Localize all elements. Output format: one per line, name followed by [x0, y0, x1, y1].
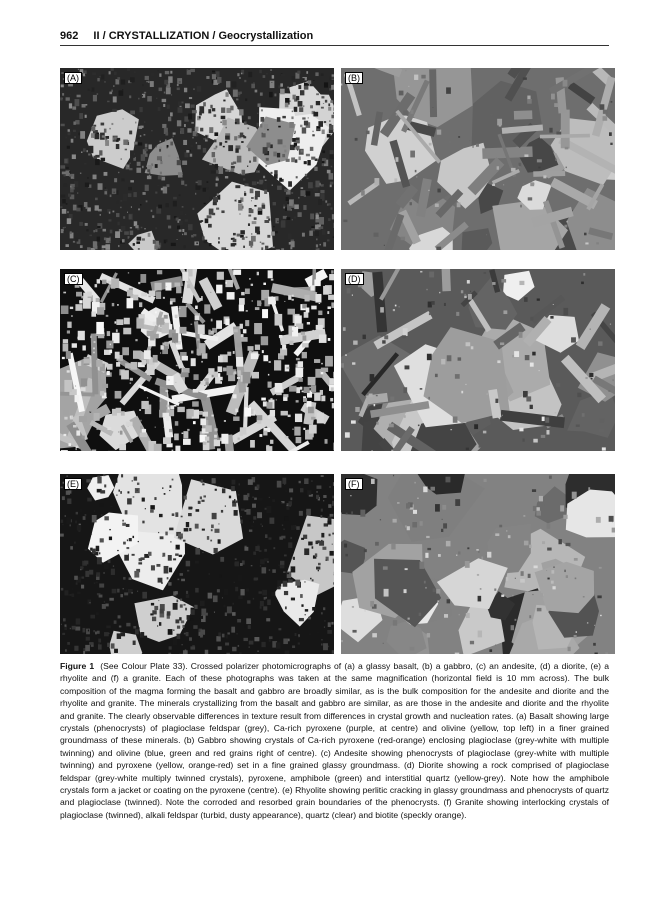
running-header	[60, 29, 609, 46]
photomicrograph-c-image	[60, 269, 334, 451]
photomicrograph-d-image	[341, 269, 615, 451]
panel-label-f: (F)	[345, 478, 363, 490]
photomicrograph-a	[60, 68, 334, 250]
photomicrograph-b	[341, 68, 615, 250]
panel-label-e: (E)	[64, 478, 82, 490]
photomicrograph-e	[60, 474, 334, 654]
page-number: 962	[60, 30, 79, 42]
figure-label: Figure 1	[60, 661, 95, 671]
photomicrograph-c	[60, 269, 334, 451]
photomicrograph-e-image	[60, 474, 334, 654]
panel-label-c: (C)	[64, 273, 83, 285]
panel-label-b: (B)	[345, 72, 363, 84]
photomicrograph-f-image	[341, 474, 615, 654]
figure-caption	[60, 660, 609, 821]
panel-label-d: (D)	[345, 273, 364, 285]
photomicrograph-a-image	[60, 68, 334, 250]
panel-label-a: (A)	[64, 72, 82, 84]
caption-text: (See Colour Plate 33). Crossed polarizer photomicrographs of (a) a glassy basalt, (b) a gabbro, (c) an andesite, (d) a diorite, (e) a rhyolite and (f) a granite. Each of these photographs was taken at the same magnification (horizontal field is 10 mm across). The bulk composition of the magma forming the basalt and gabbro are broadly similar, as is the bulk composition for the andesite and diorite and the rhyolite and granite. The minerals crystallizing from the basalt and gabbro are similar, as are those in the andesite and diorite and the rhyolite and granite. The clearly observable differences in texture result from differences in crystal growth and nucleation rates. (a) Basalt showing large crystals (phenocrysts) of plagioclase feldspar (grey), Ca-rich pyroxene (purple, at centre) and olivine (yellow, top left) in a finer grained groundmass of these minerals. (b) Gabbro showing crystals of Ca-rich pyroxene (red-orange) enclosing plagioclase (grey-white with multiple twinning) and olivine (blue, green and red grains right of centre). (c) Andesite showing phenocrysts of plagioclase (grey-white with multiple twinning) and pyroxene (yellow, orange-red) set in a fine grained glassy groundmass. (d) Diorite showing a rock comprised of plagioclase feldspar (grey-white multiply twinned crystals), pyroxene, amphibole (green) and interstitial quartz (yellow-grey). Note how the amphibole crystals form a jacket or coating on the pyroxene (centre). (e) Rhyolite showing perlitic cracking in glassy groundmass and phenocrysts of quartz and plagioclase (twinned). Note the corroded and resorbed grain boundaries of the phenocrysts. (f) Granite showing interlocking crystals of plagioclase (twinned), alkali feldspar (turbid, dusty appearance), quartz (clear) and biotite (speckly orange).	[60, 661, 609, 820]
photomicrograph-b-image	[341, 68, 615, 250]
photomicrograph-d	[341, 269, 615, 451]
running-title: II / CRYSTALLIZATION / Geocrystallization	[93, 30, 314, 42]
photomicrograph-f	[341, 474, 615, 654]
